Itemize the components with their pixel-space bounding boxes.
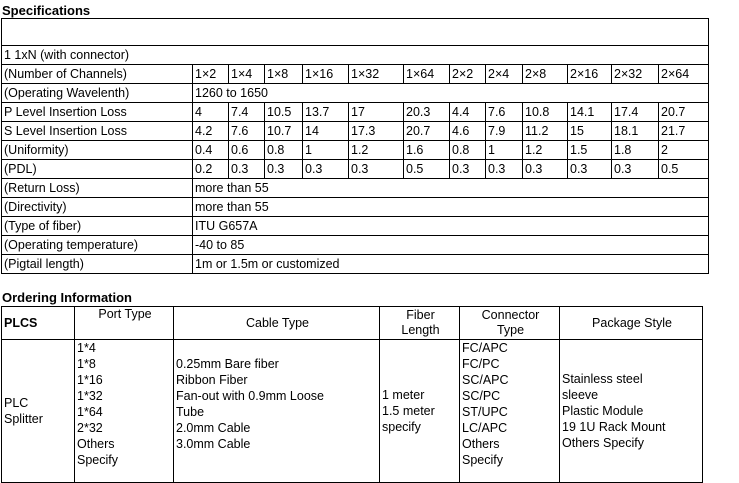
row-label: (PDL) [2, 160, 193, 179]
table-row [2, 46, 709, 65]
value-cell: 0.3 [523, 160, 568, 179]
value-cell: 0.4 [193, 141, 229, 160]
value-cell: 0.5 [404, 160, 450, 179]
value-cell: 17 [349, 103, 404, 122]
value-cell: 10.5 [265, 103, 303, 122]
value-cell: 0.3 [612, 160, 659, 179]
header-fiber-length-line2: Length [401, 323, 440, 337]
value-cell: 10.7 [265, 122, 303, 141]
value-cell: 0.3 [229, 160, 265, 179]
value-cell: 1.2 [523, 141, 568, 160]
cable-option: 3.0mm Cable [176, 437, 251, 451]
ordering-heading: Ordering Information [2, 290, 132, 305]
row-value: ITU G657A [193, 217, 709, 236]
port-option: 1*16 [77, 373, 103, 387]
port-option: 1*64 [77, 405, 103, 419]
row-label: S Level Insertion Loss [2, 122, 193, 141]
value-cell: 2×2 [450, 65, 486, 84]
port-option: Others [77, 437, 115, 451]
cable-option: Ribbon Fiber [176, 373, 248, 387]
row-value: more than 55 [193, 198, 709, 217]
cable-option: 0.25mm Bare fiber [176, 357, 279, 371]
value-cell: 1×4 [229, 65, 265, 84]
value-cell: 1.5 [568, 141, 612, 160]
row-label: (Uniformity) [2, 141, 193, 160]
value-cell: 1.6 [404, 141, 450, 160]
table-row [2, 19, 709, 46]
value-cell: 14 [303, 122, 349, 141]
header-fiber-length [380, 307, 460, 340]
connector-option: SC/PC [462, 389, 501, 403]
value-cell: 2×64 [659, 65, 709, 84]
value-cell: 0.3 [568, 160, 612, 179]
row-value: -40 to 85 [193, 236, 709, 255]
value-cell: 17.4 [612, 103, 659, 122]
port-option: 1*32 [77, 389, 103, 403]
row-label: (Operating Wavelenth) [2, 84, 193, 103]
connector-type-cell [460, 340, 560, 483]
value-cell: 0.3 [450, 160, 486, 179]
value-cell: 2×32 [612, 65, 659, 84]
header-port-type: Port Type [75, 307, 174, 340]
table-row [2, 122, 709, 141]
row-value: 1260 to 1650 [193, 84, 709, 103]
row-label: (Number of Channels) [2, 65, 193, 84]
package-option: sleeve [562, 388, 599, 402]
row-label: P Level Insertion Loss [2, 103, 193, 122]
header-connector-type [460, 307, 560, 340]
plcs-line1: PLC [4, 396, 29, 410]
plcs-line2: Splitter [4, 412, 43, 426]
cable-type-cell [174, 340, 380, 483]
table-row [2, 217, 709, 236]
cable-option: Tube [176, 405, 205, 419]
cable-option: 2.0mm Cable [176, 421, 251, 435]
table-row [2, 179, 709, 198]
length-option: 1 meter [382, 388, 425, 402]
table-row [2, 103, 709, 122]
plcs-cell [2, 340, 75, 483]
connector-option: FC/APC [462, 341, 508, 355]
port-type-cell [75, 340, 174, 483]
row-value: 1m or 1.5m or customized [193, 255, 709, 274]
table-row [2, 65, 709, 84]
value-cell: 7.6 [229, 122, 265, 141]
row-label: (Pigtail length) [2, 255, 193, 274]
package-option: Plastic Module [562, 404, 644, 418]
row-label: (Return Loss) [2, 179, 193, 198]
ordering-table [1, 306, 703, 483]
fiber-length-cell [380, 340, 460, 483]
value-cell: 1×64 [404, 65, 450, 84]
product-name: 1 1xN (with connector) [2, 46, 709, 65]
value-cell: 0.2 [193, 160, 229, 179]
value-cell: 1×8 [265, 65, 303, 84]
value-cell: 2×16 [568, 65, 612, 84]
connector-option: ST/UPC [462, 405, 508, 419]
value-cell: 1 [486, 141, 523, 160]
value-cell: 10.8 [523, 103, 568, 122]
header-connector-type-line1: Connector [481, 308, 540, 322]
length-option: specify [382, 420, 421, 434]
cable-option: Fan-out with 0.9mm Loose [176, 389, 324, 403]
connector-option: SC/APC [462, 373, 509, 387]
value-cell: 1×32 [349, 65, 404, 84]
value-cell: 0.3 [303, 160, 349, 179]
value-cell: 1.2 [349, 141, 404, 160]
value-cell: 7.9 [486, 122, 523, 141]
header-package-style: Package Style [560, 307, 703, 340]
table-row [2, 198, 709, 217]
port-option: 1*4 [77, 341, 96, 355]
value-cell: 1×2 [193, 65, 229, 84]
value-cell: 0.3 [265, 160, 303, 179]
value-cell: 0.8 [450, 141, 486, 160]
value-cell: 0.6 [229, 141, 265, 160]
value-cell: 15 [568, 122, 612, 141]
blank-cell [2, 19, 709, 46]
value-cell: 1 [303, 141, 349, 160]
table-row [2, 160, 709, 179]
value-cell: 2 [659, 141, 709, 160]
table-row [2, 236, 709, 255]
value-cell: 2×8 [523, 65, 568, 84]
table-row [2, 255, 709, 274]
value-cell: 13.7 [303, 103, 349, 122]
package-option: Others Specify [562, 436, 644, 450]
table-header-row [2, 307, 703, 340]
row-value: more than 55 [193, 179, 709, 198]
value-cell: 21.7 [659, 122, 709, 141]
connector-option: FC/PC [462, 357, 500, 371]
value-cell: 4 [193, 103, 229, 122]
header-plcs: PLCS [2, 307, 75, 340]
value-cell: 18.1 [612, 122, 659, 141]
value-cell: 0.3 [486, 160, 523, 179]
port-option: 1*8 [77, 357, 96, 371]
port-option: Specify [77, 453, 118, 467]
length-option: 1.5 meter [382, 404, 435, 418]
table-row [2, 141, 709, 160]
table-row [2, 84, 709, 103]
value-cell: 1×16 [303, 65, 349, 84]
value-cell: 20.3 [404, 103, 450, 122]
value-cell: 0.8 [265, 141, 303, 160]
value-cell: 0.5 [659, 160, 709, 179]
connector-option: Others [462, 437, 500, 451]
package-option: Stainless steel [562, 372, 643, 386]
specifications-heading: Specifications [2, 3, 91, 18]
value-cell: 20.7 [659, 103, 709, 122]
header-connector-type-line2: Type [496, 323, 525, 337]
value-cell: 20.7 [404, 122, 450, 141]
header-fiber-length-line1: Fiber [406, 308, 435, 322]
value-cell: 4.6 [450, 122, 486, 141]
value-cell: 4.2 [193, 122, 229, 141]
value-cell: 7.4 [229, 103, 265, 122]
value-cell: 4.4 [450, 103, 486, 122]
package-option: 19 1U Rack Mount [562, 420, 666, 434]
value-cell: 14.1 [568, 103, 612, 122]
row-label: (Type of fiber) [2, 217, 193, 236]
connector-option: Specify [462, 453, 503, 467]
row-label: (Operating temperature) [2, 236, 193, 255]
package-style-cell [560, 340, 703, 483]
value-cell: 1.8 [612, 141, 659, 160]
value-cell: 11.2 [523, 122, 568, 141]
row-label: (Directivity) [2, 198, 193, 217]
value-cell: 17.3 [349, 122, 404, 141]
port-option: 2*32 [77, 421, 103, 435]
connector-option: LC/APC [462, 421, 508, 435]
value-cell: 7.6 [486, 103, 523, 122]
value-cell: 2×4 [486, 65, 523, 84]
header-cable-type: Cable Type [174, 307, 380, 340]
value-cell: 0.3 [349, 160, 404, 179]
specifications-table [1, 18, 709, 274]
table-row [2, 340, 703, 483]
